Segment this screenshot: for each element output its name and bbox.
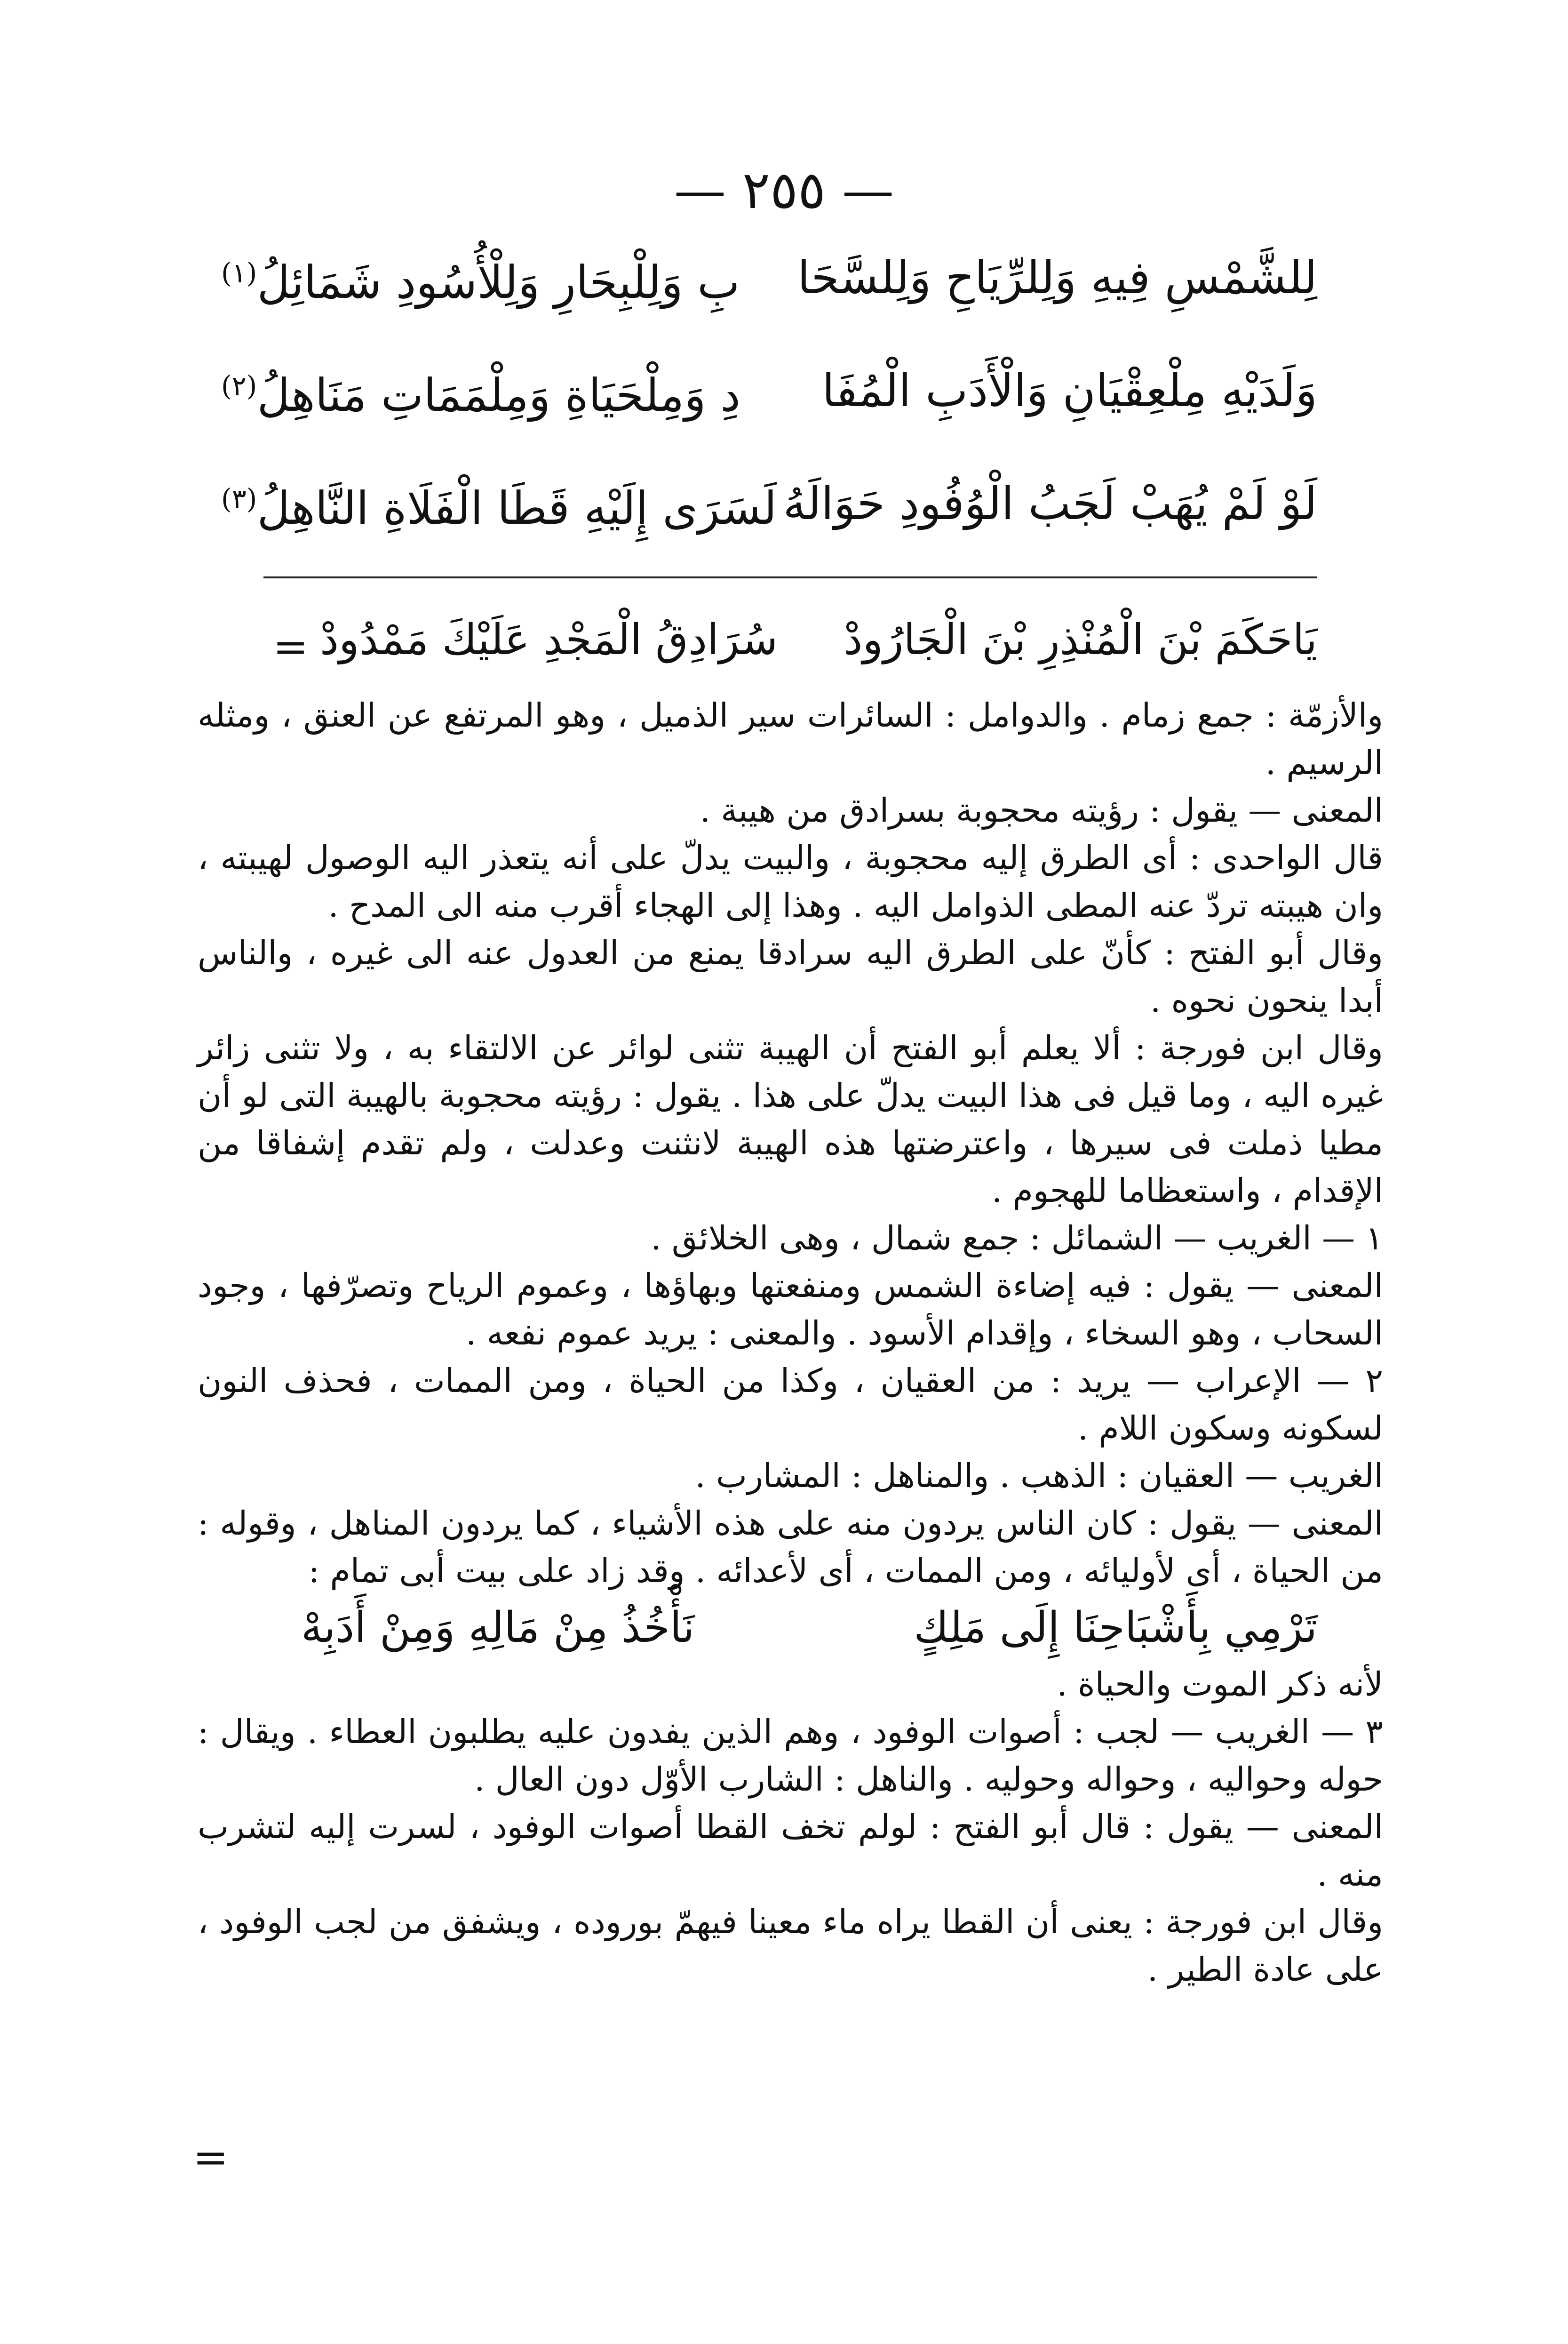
commentary-paragraph: وقال ابن فورجة : ألا يعلم أبو الفتح أن الهيبة تثنى لوائر عن الالتقاء به ، ولا تثنى زائر غيره اليه ، وما قيل فى هذا البيت يدلّ على هذا . يقول : رؤيته محجوبة بالهيبة التى لو أن مطيا ذملت فى سيرها ، واعترضتها هذه الهيبة لانثنت وعدلت ، ولم تقدم إشفاقا من الإقدام ، واستعظاما للهجوم .: [198, 1029, 1383, 1210]
verse-2-second-hemistich: [221, 346, 740, 435]
commentary-paragraph: المعنى — يقول : كان الناس يردون منه على هذه الأشياء ، كما يردون المناهل ، وقوله : من الحياة ، أى لأوليائه ، ومن الممات ، أى لأعدائه . وقد زاد على بيت أبى تمام :: [198, 1504, 1383, 1590]
verse-1-second-hemistich: [221, 233, 740, 322]
commentary-paragraph: وقال أبو الفتح : كأنّ على الطرق اليه سرادقا يمنع من العدول عنه الى غيره ، والناس أبدا ينحون نحوه .: [198, 934, 1383, 1020]
verse-3-second-hemistich-text: لَسَرَى إِلَيْهِ قَطَا الْفَلَاةِ النَّاهِلُ: [257, 482, 777, 535]
continuation-mark-top: =: [273, 622, 309, 672]
footnote-marker-1: (١): [221, 257, 257, 289]
verse-2-first-hemistich: وَلَدَيْهِ مِلْعِقْيَانِ وَالْأَدَبِ الْمُفَا: [822, 364, 1317, 417]
page-number: — ٢٥٥ —: [674, 160, 894, 220]
commentary-paragraph: المعنى — يقول : فيه إضاءة الشمس ومنفعتها وبهاؤها ، وعموم الرياح وتصرّفها ، وجود السحاب ، وهو السخاء ، وإقدام الأسود . والمعنى : يريد عموم نفعه .: [198, 1266, 1383, 1352]
quoted-verse-second-hemistich: نَأْخُذُ مِنْ مَالِهِ وَمِنْ أَدَبِهْ: [301, 1603, 695, 1652]
verse-1-second-hemistich-text: بِ وَلِلْبِحَارِ وَلِلْأُسُودِ شَمَائِلُ: [257, 256, 740, 309]
footnote-marker-2: (٢): [221, 370, 257, 402]
commentary-paragraph: وقال ابن فورجة : يعنى أن القطا يراه ماء معينا فيهمّ بوروده ، ويشفق من لجب الوفود ، على عادة الطير .: [198, 1903, 1383, 1989]
commentary-paragraph: لأنه ذكر الموت والحياة .: [1057, 1665, 1383, 1704]
verse-2-second-hemistich-text: دِ وَمِلْحَيَاةِ وَمِلْمَمَاتِ مَنَاهِلُ: [257, 369, 740, 422]
verse-line-1: [221, 238, 1317, 318]
previous-verse: [320, 600, 1317, 680]
commentary-paragraph: قال الواحدى : أى الطرق إليه محجوبة ، والبيت يدلّ على أنه يتعذر اليه الوصول لهيبته ، وان هيبته تردّ عنه المطى الذوامل اليه . وهذا إلى الهجاء أقرب منه الى المدح .: [198, 839, 1383, 925]
quoted-verse-first-hemistich: تَرْمِي بِأَشْبَاحِنَا إِلَى مَلِكٍ: [914, 1603, 1317, 1652]
commentary-paragraph: والأزمّة : جمع زمام . والدوامل : السائرات سير الذميل ، وهو المرتفع عن العنق ، ومثله الرسيم .: [198, 696, 1383, 782]
verse-1-first-hemistich: لِلشَّمْسِ فِيهِ وَلِلرِّيَاحِ وَلِلسَّحَا: [797, 251, 1317, 304]
verse-3-first-hemistich: لَوْ لَمْ يُهَبْ لَجَبُ الْوُفُودِ حَوَالَهُ: [783, 477, 1317, 530]
commentary: [198, 692, 1383, 1993]
previous-verse-first-hemistich: يَاحَكَمَ بْنَ الْمُنْذِرِ بْنَ الْجَارُودْ: [844, 615, 1317, 664]
commentary-paragraph: ٢ — الإعراب — يريد : من العقيان ، وكذا من الحياة ، ومن الممات ، فحذف النون لسكونه وسكون اللام .: [198, 1361, 1383, 1448]
commentary-paragraph: ١ — الغريب — الشمائل : جمع شمال ، وهى الخلائق .: [651, 1219, 1383, 1257]
continuation-mark-bottom: =: [193, 2133, 229, 2182]
footnote-separator: [263, 576, 1317, 578]
commentary-paragraph: الغريب — العقيان : الذهب . والمناهل : المشارب .: [695, 1456, 1383, 1495]
commentary-paragraph: ٣ — الغريب — لجب : أصوات الوفود ، وهم الذين يفدون عليه يطلبون العطاء . ويقال : حوله وحواليه ، وحواله وحوليه . والناهل : الشارب الأوّل دون العال .: [198, 1712, 1383, 1799]
footnote-marker-3: (٣): [221, 483, 257, 515]
verse-line-2: [221, 351, 1317, 431]
commentary-paragraph: المعنى — يقول : رؤيته محجوبة بسرادق من هيبة .: [700, 791, 1383, 830]
commentary-paragraph: المعنى — يقول : قال أبو الفتح : لولم تخف القطا أصوات الوفود ، لسرت إليه لتشرب منه .: [198, 1808, 1383, 1894]
verse-3-second-hemistich: [221, 459, 777, 548]
quoted-verse: [198, 1595, 1383, 1661]
previous-verse-second-hemistich: سُرَادِقُ الْمَجْدِ عَلَيْكَ مَمْدُودْ: [320, 615, 778, 664]
verse-line-3: [221, 464, 1317, 544]
